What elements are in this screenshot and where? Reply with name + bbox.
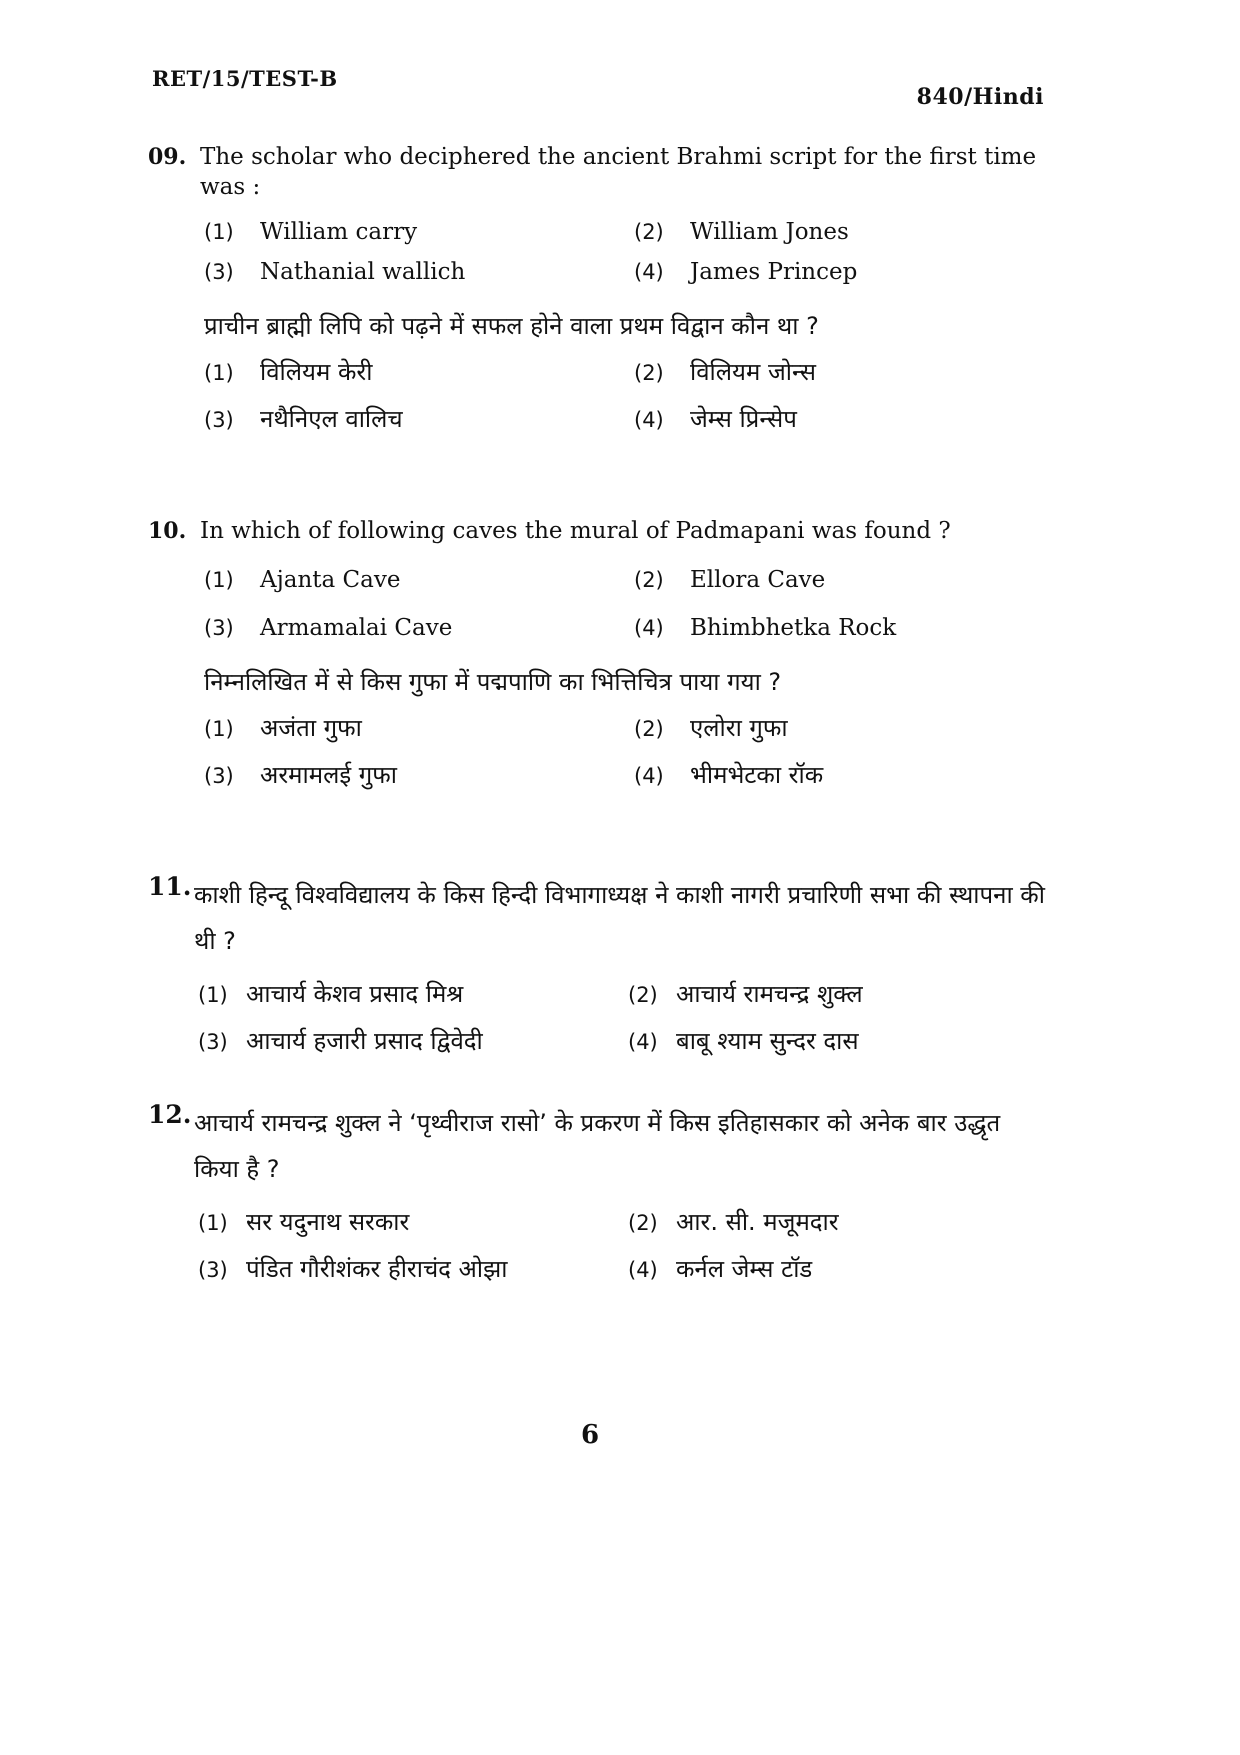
question-number: 10. — [148, 518, 187, 544]
options-hi — [204, 356, 1048, 436]
question-number: 11. — [148, 872, 192, 901]
option-1: (1) William carry — [204, 219, 418, 245]
question-10 — [148, 516, 1048, 792]
option-4: (4) James Princep — [634, 259, 858, 285]
option-3: (3) Armamalai Cave — [204, 615, 453, 641]
option-2: (2) एलोरा गुफा — [634, 714, 788, 742]
option-2: (2) विलियम जोन्स — [634, 358, 816, 386]
question-number: 09. — [148, 144, 187, 170]
question-number: 12. — [148, 1100, 192, 1129]
option-2: (2) Ellora Cave — [634, 567, 826, 593]
option-1: (1) अजंता गुफा — [204, 714, 362, 742]
option-2: (2) William Jones — [634, 219, 849, 245]
options-hi — [204, 712, 1048, 792]
question-11 — [148, 872, 1048, 1058]
question-09 — [148, 142, 1048, 436]
option-1: (1) सर यदुनाथ सरकार — [198, 1208, 410, 1236]
options-en — [204, 564, 1048, 644]
option-4: (4) भीमभेटका रॉक — [634, 761, 824, 789]
option-4: (4) कर्नल जेम्स टॉड — [628, 1255, 813, 1283]
subject-code: 840/Hindi — [916, 84, 1044, 110]
option-4: (4) जेम्स प्रिन्सेप — [634, 405, 797, 433]
question-text-hi: प्राचीन ब्राह्मी लिपि को पढ़ने में सफल होने वाला प्रथम विद्वान कौन था ? — [204, 312, 819, 340]
option-4: (4) बाबू श्याम सुन्दर दास — [628, 1027, 859, 1055]
option-1: (1) विलियम केरी — [204, 358, 373, 386]
question-text-hi: आचार्य रामचन्द्र शुक्ल ने ‘पृथ्वीराज रासो’ के प्रकरण में किस इतिहासकार को अनेक बार उद्धृत किया है ? — [194, 1109, 1001, 1183]
option-3: (3) Nathanial wallich — [204, 259, 466, 285]
option-3: (3) आचार्य हजारी प्रसाद द्विवेदी — [198, 1027, 483, 1055]
option-3: (3) पंडित गौरीशंकर हीराचंद ओझा — [198, 1255, 508, 1283]
options-en — [204, 216, 1048, 288]
question-12 — [148, 1100, 1048, 1286]
question-text-hi: निम्नलिखित में से किस गुफा में पद्मपाणि का भित्तिचित्र पाया गया ? — [204, 668, 782, 696]
question-text-hi: काशी हिन्दू विश्वविद्यालय के किस हिन्दी विभागाध्यक्ष ने काशी नागरी प्रचारिणी सभा की स्थापना की थी ? — [194, 881, 1045, 955]
option-1: (1) आचार्य केशव प्रसाद मिश्र — [198, 980, 464, 1008]
question-text-en: The scholar who deciphered the ancient Brahmi script for the first time was : — [200, 144, 1037, 200]
option-2: (2) आर. सी. मजूमदार — [628, 1208, 839, 1236]
question-text-en: In which of following caves the mural of Padmapani was found ? — [200, 518, 951, 544]
options-hi — [198, 978, 1048, 1058]
option-1: (1) Ajanta Cave — [204, 567, 401, 593]
option-3: (3) अरमामलई गुफा — [204, 761, 397, 789]
options-hi — [198, 1206, 1048, 1286]
page-number: 6 — [580, 1420, 600, 1450]
option-4: (4) Bhimbhetka Rock — [634, 615, 897, 641]
paper-code: RET/15/TEST-B — [152, 66, 338, 91]
option-3: (3) नथैनिएल वालिच — [204, 405, 403, 433]
option-2: (2) आचार्य रामचन्द्र शुक्ल — [628, 980, 863, 1008]
